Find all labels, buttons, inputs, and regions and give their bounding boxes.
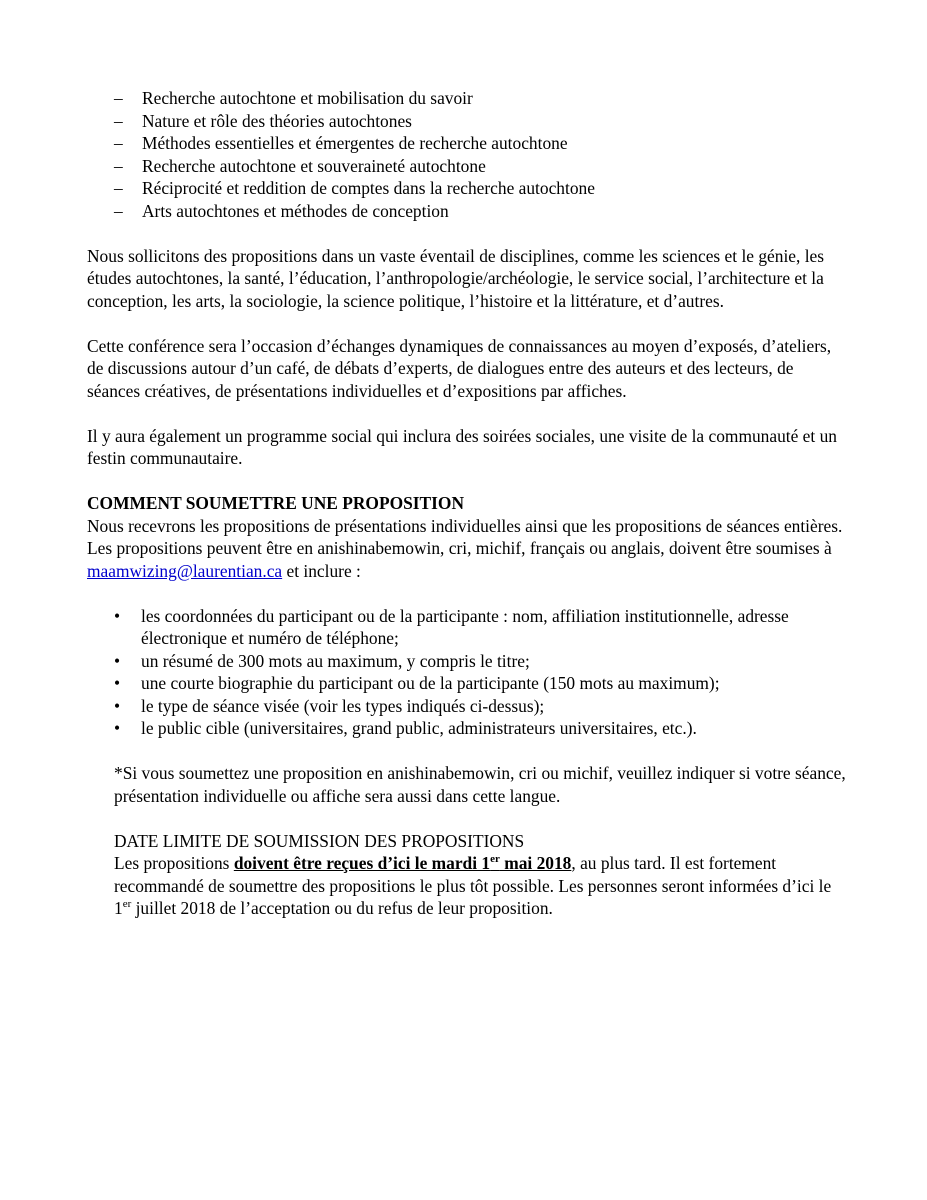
list-item — [87, 717, 847, 740]
topic-text: Recherche autochtone et mobilisation du savoir — [142, 88, 473, 108]
deadline-date-month: mai 2018 — [499, 853, 572, 873]
deadline-heading: DATE LIMITE DE SOUMISSION DES PROPOSITIONS — [114, 830, 525, 851]
topics-list — [87, 87, 847, 222]
document-page — [87, 87, 847, 942]
deadline-text-start: Les propositions — [114, 853, 234, 873]
bullet-marker: • — [114, 605, 121, 626]
requirement-text: les coordonnées du participant ou de la participante : nom, affiliation institutionnelle, adresse électronique et numéro de téléphone; — [141, 605, 789, 648]
list-item — [87, 110, 847, 133]
topic-text: Méthodes essentielles et émergentes de recherche autochtone — [142, 133, 568, 153]
list-item — [87, 87, 847, 110]
dash-marker: – — [114, 88, 123, 108]
list-item — [87, 200, 847, 223]
list-item — [87, 695, 847, 718]
submission-intro-text: Nous recevrons les propositions de présentations individuelles ainsi que les propositions de séances entières. Les propositions peuvent être en anishinabemowin, cri, michif, français ou anglais, doivent être soumises à — [87, 515, 843, 558]
list-item — [87, 177, 847, 200]
bullet-marker: • — [114, 695, 121, 716]
list-item — [87, 650, 847, 673]
disciplines-paragraph: Nous sollicitons des propositions dans un vaste éventail de disciplines, comme les sciences et le génie, les études autochtones, la santé, l’éducation, l’anthropologie/archéologie, le service social, l’architecture et la conception, les arts, la sociologie, la science politique, l’histoire et la littérature, et d’autres. — [87, 245, 825, 311]
topic-text: Réciprocité et reddition de comptes dans la recherche autochtone — [142, 178, 595, 198]
dash-marker: – — [114, 110, 123, 131]
language-note: *Si vous soumettez une proposition en anishinabemowin, cri ou michif, veuillez indiquer si votre séance, présentation individuelle ou affiche sera aussi dans cette langue. — [114, 763, 846, 806]
bullet-marker: • — [114, 673, 121, 693]
deadline-date-part: doivent être reçues d’ici le mardi 1 — [233, 853, 491, 873]
formats-paragraph: Cette conférence sera l’occasion d’échanges dynamiques de connaissances au moyen d’exposés, d’ateliers, de discussions autour d’un café, de débats d’experts, de dialogues entre des auteurs et des lecteurs, de séances créatives, de présentations individuelles et d’expositions par affiches. — [87, 335, 832, 401]
ordinal-suffix: er — [122, 898, 132, 910]
deadline-section — [87, 830, 847, 920]
social-program-paragraph: Il y aura également un programme social qui inclura des soirées sociales, une visite de la communauté et un festin communautaire. — [87, 425, 837, 468]
dash-marker: – — [114, 200, 123, 221]
topic-text: Nature et rôle des théories autochtones — [142, 110, 412, 131]
submission-section — [87, 492, 847, 582]
requirement-text: le type de séance visée (voir les types indiqués ci-dessus); — [141, 695, 545, 716]
list-item — [87, 605, 847, 650]
list-item — [87, 132, 847, 155]
topic-text: Arts autochtones et méthodes de conception — [142, 200, 449, 221]
requirement-text: le public cible (universitaires, grand public, administrateurs universitaires, etc.). — [141, 718, 697, 738]
bullet-marker: • — [114, 718, 121, 738]
deadline-text-end: juillet 2018 de l’acceptation ou du refus de leur proposition. — [131, 898, 553, 918]
deadline-date-emphasis — [234, 853, 572, 873]
dash-marker: – — [114, 133, 123, 153]
ordinal-suffix: er — [490, 853, 500, 865]
list-item — [87, 155, 847, 178]
dash-marker: – — [114, 178, 123, 198]
list-item — [87, 672, 847, 695]
deadline-text-middle: , au plus tard. Il est fortement recommandé de soumettre des propositions le plus tôt possible. Les personnes seront informées d’ici le 1 — [114, 853, 832, 918]
requirements-list — [87, 605, 847, 740]
bullet-marker: • — [114, 650, 121, 671]
requirement-text: une courte biographie du participant ou de la participante (150 mots au maximum); — [141, 673, 720, 693]
submission-intro-end: et inclure : — [282, 560, 361, 581]
topic-text: Recherche autochtone et souveraineté autochtone — [142, 155, 486, 176]
requirement-text: un résumé de 300 mots au maximum, y compris le titre; — [141, 650, 530, 671]
submission-heading: COMMENT SOUMETTRE UNE PROPOSITION — [87, 493, 464, 513]
email-link[interactable]: maamwizing@laurentian.ca — [87, 560, 283, 581]
dash-marker: – — [114, 155, 123, 176]
